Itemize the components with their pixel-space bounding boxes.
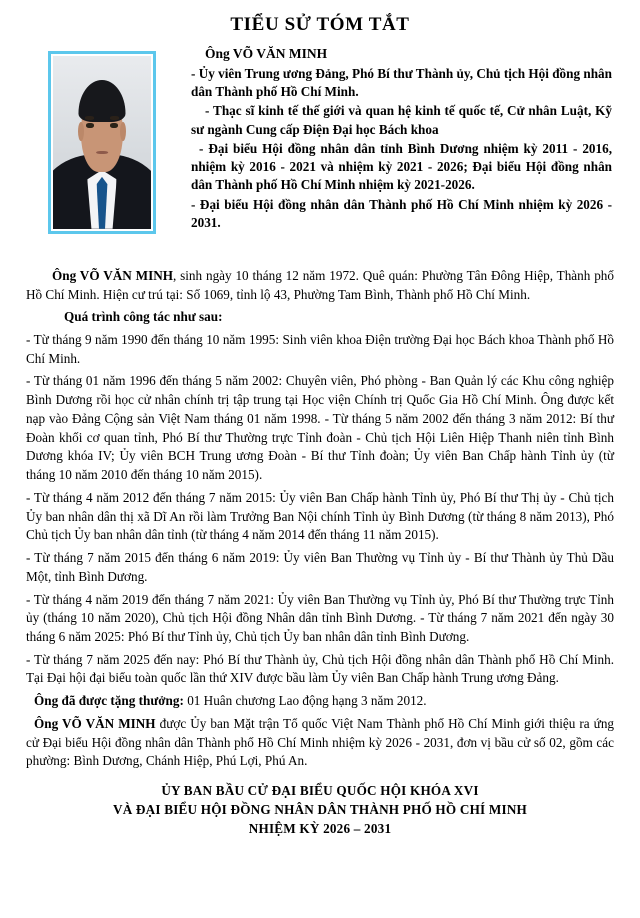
footer-block: [26, 781, 614, 838]
document-page: [0, 14, 640, 918]
page-title: TIỂU SỬ TÓM TẮT: [230, 14, 410, 35]
footer-line-term: NHIỆM KỲ 2026 – 2031: [248, 821, 392, 837]
nomination-name: Ông VÕ VĂN MINH: [34, 715, 156, 731]
career-item: - Từ tháng 7 năm 2025 đến nay: Phó Bí thư Thành ủy, Chủ tịch Hội đồng nhân dân Thành phố Hồ Chí Minh. Tại Đại hội đại biểu toàn quốc lần thứ XIV được bầu làm Ủy viên Ban Chấp hành Trung ương Đảng.: [26, 651, 614, 686]
header-block: [26, 45, 614, 253]
career-item: - Từ tháng 4 năm 2012 đến tháng 7 năm 2015: Ủy viên Ban Chấp hành Tỉnh ủy, Phó Bí thư Thị ủy - Chủ tịch Ủy ban nhân dân thị xã Dĩ An rồi làm Trưởng Ban Nội chính Tỉnh ủy Bình Dương (từ tháng 8 năm 2013), Phó Chủ tịch Ủy ban nhân dân tỉnh (từ tháng 4 năm 2014 đến tháng 11 năm 2015).: [26, 489, 614, 543]
nomination-paragraph: [26, 715, 614, 771]
career-heading: Quá trình công tác như sau:: [64, 309, 223, 325]
portrait-image: [53, 56, 151, 229]
biography-paragraph: [26, 267, 614, 304]
biography-name: Ông VÕ VĂN MINH: [52, 267, 173, 283]
nomination-text: được Ủy ban Mặt trận Tổ quốc Việt Nam Thành phố Hồ Chí Minh giới thiệu ra ứng cử Đại biểu Hội đồng nhân dân Thành phố Hồ Chí Minh nhiệm kỳ 2026 - 2031, đơn vị bầu cử số 02, gồm các phường: Bình Dương, Chánh Hiệp, Phú Lợi, Phú An.: [26, 715, 615, 769]
person-name: Ông VÕ VĂN MINH: [205, 45, 328, 61]
intro-bullet-education: - Thạc sĩ kinh tế thế giới và quan hệ kinh tế quốc tế, Cử nhân Luật, Kỹ sư ngành Cung cấp Điện Đại học Bách khoa: [191, 103, 612, 137]
body-block: [26, 267, 614, 771]
hair-shape: [78, 80, 125, 122]
intro-column: [191, 45, 614, 232]
footer-line-council: VÀ ĐẠI BIỂU HỘI ĐỒNG NHÂN DÂN THÀNH PHỐ HỒ CHÍ MINH: [112, 802, 528, 818]
portrait-photo: [48, 51, 156, 234]
career-item: - Từ tháng 01 năm 1996 đến tháng 5 năm 2002: Chuyên viên, Phó phòng - Ban Quản lý các Khu công nghiệp Bình Dương rồi học cử nhân chính trị tập trung tại Học viện Chính trị Quốc Gia Hồ Chí Minh. Ông được kết nạp vào Đảng Cộng sản Việt Nam tháng 01 năm 1998. - Từ tháng 5 năm 2002 đến tháng 3 năm 2012: Bí thư Đoàn khối cơ quan tỉnh, Phó Bí thư Thường trực Tỉnh đoàn - Chủ tịch Hội Liên Hiệp Thanh niên tỉnh Bình Dương khóa IV; Ủy viên BCH Trung ương Đoàn - Bí thư Tỉnh đoàn; Ủy viên Ban Chấp hành Tỉnh ủy (từ tháng 10 năm 2010 đến tháng 10 năm 2015).: [26, 373, 614, 483]
award-label: Ông đã được tặng thưởng:: [34, 693, 184, 709]
biography-details: , sinh ngày 10 tháng 12 năm 1972. Quê quán: Phường Tân Đông Hiệp, Thành phố Hồ Chí Minh. Hiện cư trú tại: Số 1069, tỉnh lộ 43, Phường Tam Bình, Thành phố Hồ Chí Minh.: [26, 267, 614, 302]
eye-right-shape: [110, 123, 118, 128]
intro-bullet-position: - Ủy viên Trung ương Đảng, Phó Bí thư Thành ủy, Chủ tịch Hội đồng nhân dân Thành phố Hồ Chí Minh.: [191, 66, 612, 100]
award-paragraph: [26, 692, 614, 711]
eyebrow-left-shape: [85, 116, 94, 119]
career-item: - Từ tháng 7 năm 2015 đến tháng 6 năm 2019: Ủy viên Ban Thường vụ Tỉnh ủy - Bí thư Thành ủy Thủ Dầu Một, tỉnh Bình Dương.: [26, 550, 614, 584]
eyebrow-right-shape: [110, 116, 119, 119]
ear-right-shape: [120, 122, 126, 141]
intro-bullet-delegate-history: - Đại biểu Hội đồng nhân dân tỉnh Bình Dương nhiệm kỳ 2011 - 2016, nhiệm kỳ 2016 - 2021 và nhiệm kỳ 2021 - 2026; Đại biểu Hội đồng nhân dân Thành phố Hồ Chí Minh nhiệm kỳ 2021-2026.: [191, 140, 612, 193]
award-text: 01 Huân chương Lao động hạng 3 năm 2012.: [183, 693, 427, 709]
footer-line-committee: ỦY BAN BẦU CỬ ĐẠI BIỂU QUỐC HỘI KHÓA XVI: [161, 783, 479, 799]
intro-bullet-delegate-current: - Đại biểu Hội đồng nhân dân Thành phố Hồ Chí Minh nhiệm kỳ 2026 - 2031.: [191, 196, 612, 230]
career-item: - Từ tháng 9 năm 1990 đến tháng 10 năm 1995: Sinh viên khoa Điện trường Đại học Bách khoa Thành phố Hồ Chí Minh.: [26, 332, 614, 366]
career-item: - Từ tháng 4 năm 2019 đến tháng 7 năm 2021: Ủy viên Ban Thường vụ Tỉnh ủy, Phó Bí thư Thường trực Tỉnh ủy (tháng 10 năm 2020), Chủ tịch Hội đồng Nhân dân tỉnh Bình Dương. - Từ tháng 7 năm 2021 đến ngày 30 tháng 6 năm 2025: Phó Bí thư Tỉnh ủy, Chủ tịch Ủy ban nhân dân tỉnh Bình Dương.: [26, 591, 614, 645]
